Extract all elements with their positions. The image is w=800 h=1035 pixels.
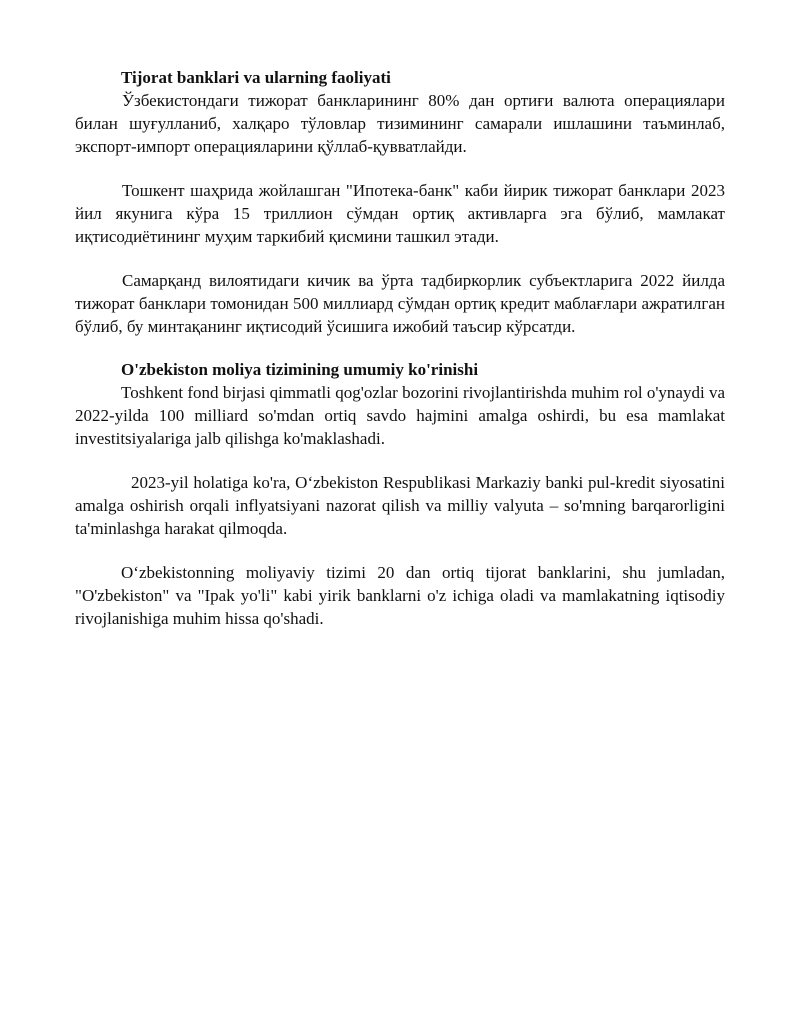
paragraph: Самарқанд вилоятидаги кичик ва ўрта тадбиркорлик субъектларига 2022 йилда тижорат банклари томонидан 500 миллиард сўмдан ортиқ кредит маблағлари ажратилган бўлиб, бу минтақанинг иқтисодий ўсишига ижобий таъсир кўрсатди. (75, 271, 725, 336)
document-page (75, 66, 725, 630)
paragraph: Ўзбекистондаги тижорат банкларининг 80% дан ортиғи валюта операциялари билан шуғулланиб, халқаро тўловлар тизимининг самарали ишлашини таъминлаб, экспорт-импорт операцияларини қўллаб-қувватлайди. (75, 91, 725, 156)
paragraph: 2023-yil holatiga ko'ra, O‘zbekiston Respublikasi Markaziy banki pul-kredit siyosatini amalga oshirish orqali inflyatsiyani nazorat qilish va milliy valyuta – so'mning barqarorligini ta'minlashga harakat qilmoqda. (75, 473, 725, 538)
paragraph: O‘zbekistonning moliyaviy tizimi 20 dan ortiq tijorat banklarini, shu jumladan, "O'zbekiston" va "Ipak yo'li" kabi yirik banklarni o'z ichiga oladi va mamlakatning iqtisodiy rivojlanishiga muhim hissa qo'shadi. (75, 563, 725, 628)
section-heading: Tijorat banklari va ularning faoliyati (121, 68, 391, 87)
paragraph: Toshkent fond birjasi qimmatli qog'ozlar bozorini rivojlantirishda muhim rol o'ynaydi va 2022-yilda 100 milliard so'mdan ortiq savdo hajmini amalga oshirdi, bu esa mamlakat investitsiyalariga jalb qilishga ko'maklashadi. (75, 383, 725, 448)
section-heading: O'zbekiston moliya tizimining umumiy ko'rinishi (121, 360, 479, 379)
section-commercial-banks (75, 66, 725, 338)
paragraph: Тошкент шаҳрида жойлашган "Ипотека-банк" каби йирик тижорат банклари 2023 йил якунига кўра 15 триллион сўмдан ортиқ активларга эга бўлиб, мамлакат иқтисодиётининг муҳим таркибий қисмини ташкил этади. (75, 181, 725, 246)
section-financial-system-overview (75, 358, 725, 630)
